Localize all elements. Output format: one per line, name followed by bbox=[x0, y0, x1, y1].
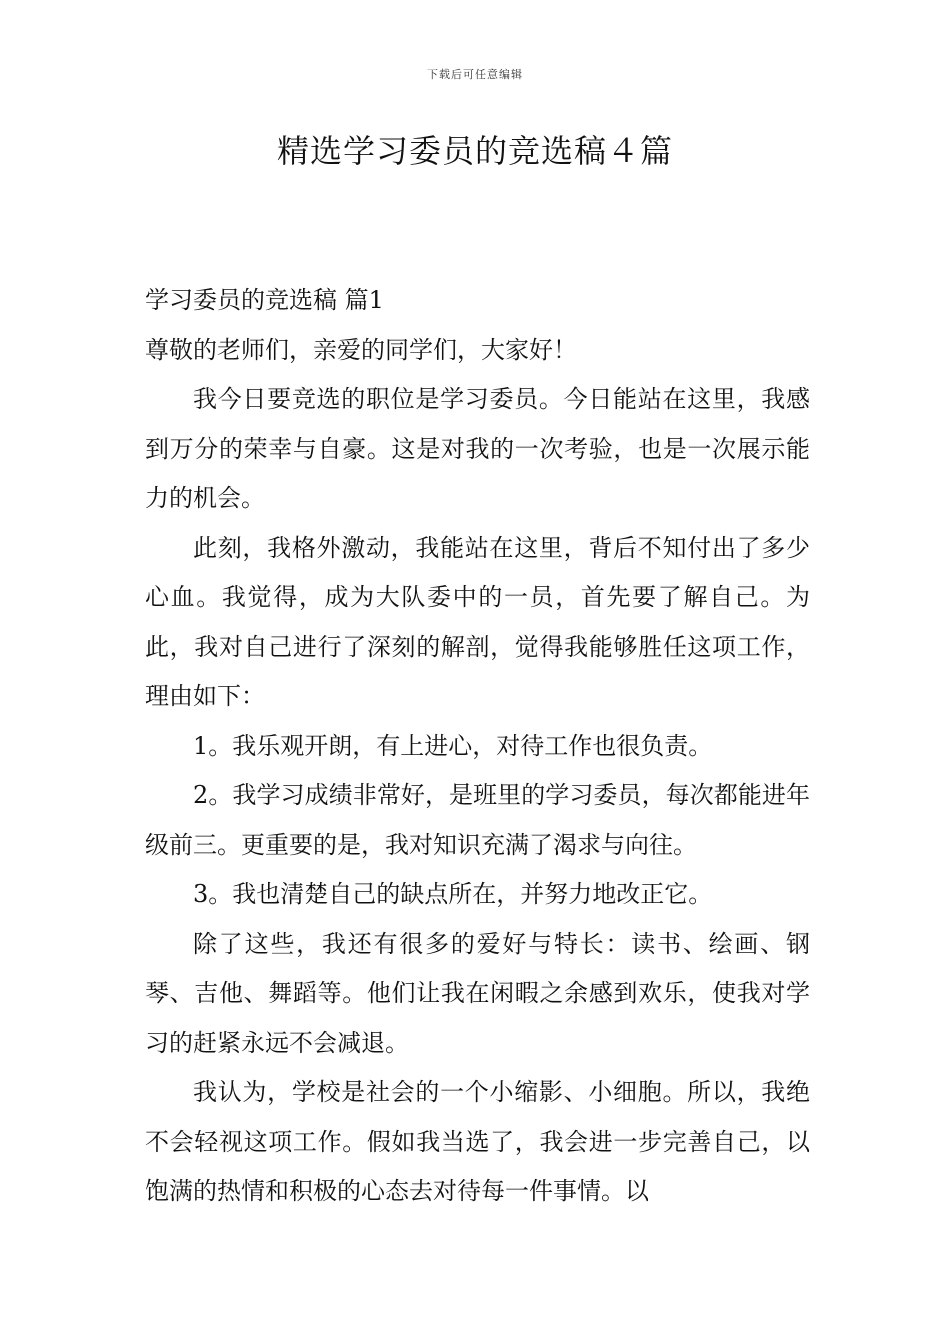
document-title: 精选学习委员的竞选稿４篇 bbox=[276, 132, 673, 170]
greeting-line: 尊敬的老师们，亲爱的同学们，大家好！ bbox=[145, 335, 577, 364]
paragraph: 此刻，我格外激动，我能站在这里，背后不知付出了多少心血。我觉得，成为大队委中的一员，首先要了解自己。为此，我对自己进行了深刻的解剖，觉得我能够胜任这项工作，理由如下： bbox=[145, 533, 810, 710]
document-body bbox=[145, 276, 810, 1217]
paragraph: 我认为，学校是社会的一个小缩影、小细胞。所以，我绝不会轻视这项工作。假如我当选了，我会进一步完善自己，以饱满的热情和积极的心态去对待每一件事情。以 bbox=[145, 1078, 810, 1205]
list-item-reason-2: 2。我学习成绩非常好，是班里的学习委员，每次都能进年级前三。更重要的是，我对知识充满了渴求与向往。 bbox=[145, 781, 810, 859]
section-heading: 学习委员的竞选稿 篇1 bbox=[145, 286, 384, 314]
paragraph: 我今日要竞选的职位是学习委员。今日能站在这里，我感到万分的荣幸与自豪。这是对我的一次考验，也是一次展示能力的机会。 bbox=[145, 385, 810, 512]
paragraph: 除了这些，我还有很多的爱好与特长：读书、绘画、钢琴、吉他、舞蹈等。他们让我在闲暇之余感到欢乐，使我对学习的赶紧永远不会减退。 bbox=[145, 929, 810, 1057]
download-note: 下载后可任意编辑 bbox=[427, 68, 523, 81]
list-item-reason-1: 1。我乐观开朗，有上进心，对待工作也很负责。 bbox=[193, 731, 713, 760]
list-item-reason-3: 3。我也清楚自己的缺点所在，并努力地改正它。 bbox=[193, 880, 713, 908]
